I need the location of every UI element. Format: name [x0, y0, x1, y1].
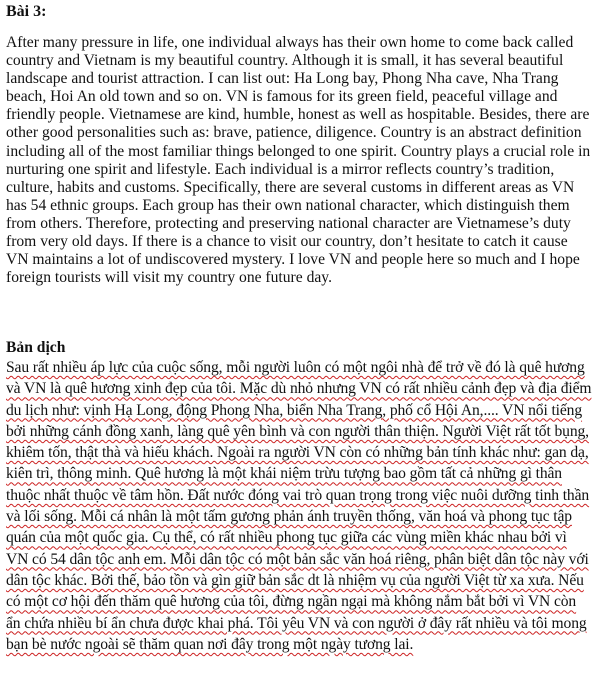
exercise-title: Bài 3: [6, 3, 47, 20]
translation-heading: Bản dịch [6, 339, 66, 356]
vietnamese-paragraph: Sau rất nhiều áp lực của cuộc sống, mỗi người luôn có một ngôi nhà để trở về đó là quê hương và VN là quê hương xinh đẹp của tôi. Mặc dù nhỏ nhưng VN có rất nhiều cảnh đẹp và địa điểm du lịch như: vịnh Hạ Long, động Phong Nha, biển Nha Trang, phố cổ Hội An,.... VN nổi tiếng bởi những cánh đồng xanh, làng quê yên bình và con người thân thiện. Người Việt rất tốt bụng, khiêm tốn, thật thà và hiếu khách. Ngoài ra người VN còn có những bản tính khác như: gan dạ, kiên trì, thông minh. Quê hương là một khái niệm trừu tượng bao gồm tất cả những gì thân thuộc nhất thuộc về tâm hồn. Đất nước đóng vai trò quan trọng trong việc nuôi dưỡng tinh thần và lối sống. Mỗi cá nhân là một tấm gương phản ánh truyền thống, văn hoá và phong tục tập quán của một quốc gia. Cụ thể, có rất nhiều phong tục giữa các vùng miền khác nhau bởi vì VN có 54 dân tộc anh em. Mỗi dân tộc có một bản sắc văn hoá riêng, phân biệt dân tộc này với dân tộc khác. Bởi thế, bảo tồn và gìn giữ bản sắc dt là nhiệm vụ của người Việt từ xa xưa. Nếu có một cơ hội đến thăm quê hương của tôi, đừng ngần ngại mà không nắm bắt bởi vì VN còn ẩn chứa nhiều bí ẩn chưa được khai phá. Tôi yêu VN và con người ở đây rất nhiều và tôi mong bạn bè nước ngoài sẽ thăm quan nơi đây trong một ngày tương lai. [6, 359, 592, 653]
english-paragraph: After many pressure in life, one individual always has their own home to come back called country and Vietnam is my beautiful country. Although it is small, it has several beautiful landscape and tourist attraction. I can list out: Ha Long bay, Phong Nha cave, Nha Trang beach, Hoi An old town and so on. VN is famous for its green field, peaceful village and friendly people. Vietnamese are kind, humble, honest as well as hospitable. Besides, there are other good personalities such as: brave, patience, diligence. Country is an abstract definition including all of the most familiar things belonged to one spirit. Country plays a crucial role in nurturing one spirit and lifestyle. Each individual is a mirror reflects country’s tradition, culture, habits and customs. Specifically, there are several customs in different areas as VN has 54 ethnic groups. Each group has their own national character, which distinguish them from others. Therefore, protecting and preserving national character are Vietnamese’s duty from very old days. If there is a chance to visit our country, don’t hesitate to catch it cause VN maintains a lot of undiscovered mystery. I love VN and people here so much and I hope foreign tourists will visit my country one future day. [6, 34, 591, 287]
